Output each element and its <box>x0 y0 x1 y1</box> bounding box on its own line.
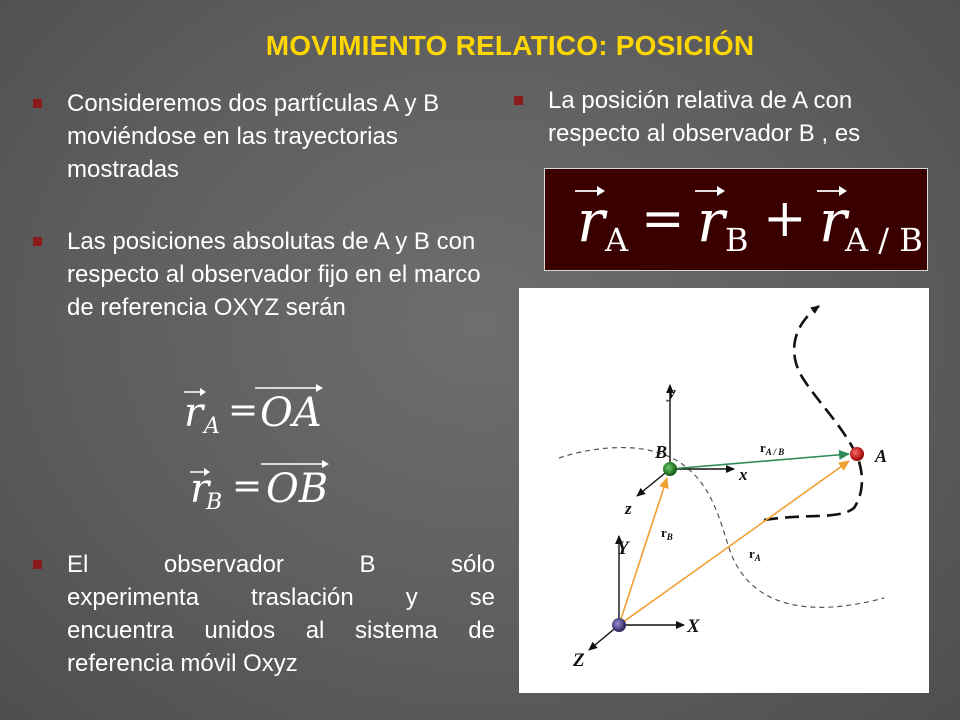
eqB-lhs: r <box>190 466 210 512</box>
label-rA: $r_A$ <box>749 546 761 563</box>
label-rB: $r_B$ <box>661 525 673 542</box>
label-x: x <box>739 465 748 484</box>
main-lhs-subscript: A <box>605 221 629 259</box>
diagram-svg <box>519 288 929 693</box>
equation-rb-ob <box>186 452 336 516</box>
eqA-rhs: OA <box>260 390 322 436</box>
eqA-equals: = <box>228 390 259 431</box>
point-A <box>850 447 864 461</box>
bullet-consider-particles <box>33 87 495 186</box>
eqA-subscript: A <box>204 414 220 439</box>
slide-title: MOVIMIENTO RELATICO: POSICIÓN <box>265 30 755 61</box>
label-B: B <box>655 442 668 462</box>
main-plus: + <box>763 189 807 249</box>
trajectory-a <box>764 306 862 520</box>
bullet-marker <box>33 99 42 108</box>
relative-motion-diagram <box>519 288 929 693</box>
eqA-lhs: r <box>184 390 204 436</box>
main-term2-subscript: A / B <box>845 221 923 259</box>
bullet-line: referencia móvil Oxyz <box>67 650 298 677</box>
label-A: A <box>875 446 888 466</box>
eqB-subscript: B <box>206 490 223 515</box>
main-term1-subscript: B <box>725 221 749 259</box>
label-Y: Y <box>617 538 629 559</box>
bullet-text: La posición relativa de A con respecto al observador B , es <box>548 87 861 147</box>
relative-position-formula <box>544 168 928 271</box>
vector-rA <box>619 461 849 625</box>
bullet-absolute-positions <box>33 225 495 324</box>
point-O <box>612 618 626 632</box>
label-X: X <box>687 616 700 637</box>
bullet-text: Las posiciones absolutas de A y B con respecto al observador fijo en el marco de referencia OXYZ serán <box>67 228 481 321</box>
main-lhs: r <box>577 187 605 255</box>
bullet-relative-position <box>514 84 934 150</box>
bullet-line: El observador B sólo <box>67 551 495 578</box>
bullet-line: experimenta traslación y se <box>67 584 495 611</box>
vector-rAB <box>670 454 849 469</box>
label-Z: Z <box>573 650 585 671</box>
label-z: z <box>625 499 632 518</box>
bullet-marker <box>33 237 42 246</box>
point-B <box>663 462 677 476</box>
bullet-marker <box>33 560 42 569</box>
bullet-text: Consideremos dos partículas A y B moviéndose en las trayectorias mostradas <box>67 90 440 183</box>
bullet-line: encuentra unidos al sistema de <box>67 617 495 644</box>
label-rAB: $r_{A / B}$ <box>760 440 785 457</box>
main-term1: r <box>697 187 725 255</box>
main-term2: r <box>819 187 847 255</box>
equation-ra-oa <box>180 380 330 440</box>
main-equals: = <box>641 189 685 249</box>
bullet-text-block <box>67 548 495 680</box>
eqB-rhs: OB <box>266 466 329 512</box>
label-y: y <box>668 383 676 402</box>
bullet-observer-translation <box>33 548 495 680</box>
bullet-marker <box>514 96 523 105</box>
eqB-equals: = <box>232 466 263 507</box>
